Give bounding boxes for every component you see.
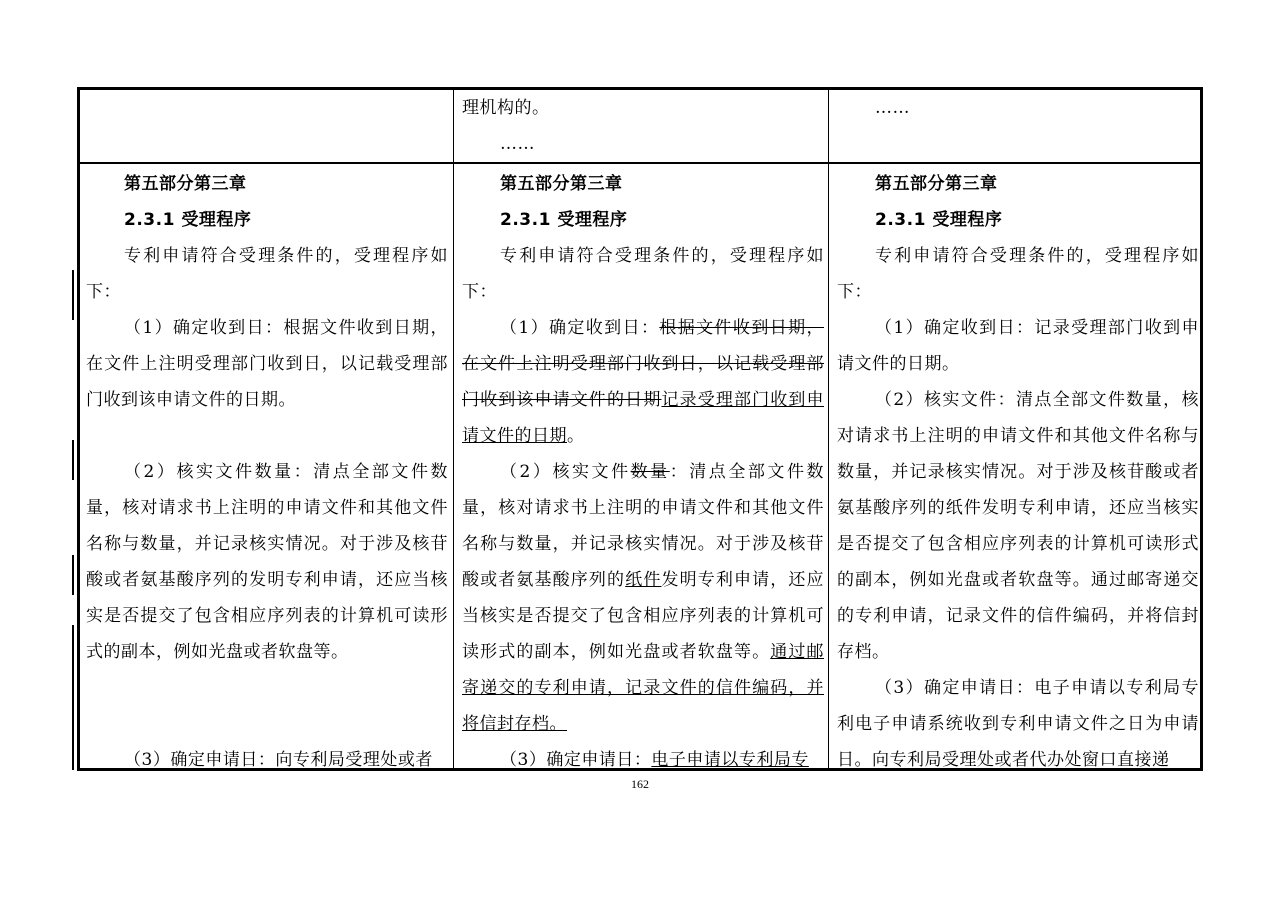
subsection-heading: 2.3.1 受理程序 bbox=[124, 210, 252, 230]
item-3-paragraph: （3）确定申请日：电子申请以专利局专利电子申请系统收到专利申请文件之日为申请日。向专利局受理处或者代办处窗口直接递 bbox=[837, 678, 1199, 768]
subsection-heading: 2.3.1 受理程序 bbox=[875, 210, 1003, 230]
subsection-heading: 2.3.1 受理程序 bbox=[500, 210, 628, 230]
item-3-paragraph: （3）确定申请日：向专利局受理处或者 bbox=[124, 750, 433, 768]
revision-margin-mark bbox=[72, 440, 74, 480]
revised-text-cell bbox=[462, 166, 824, 768]
intro-paragraph: 专利申请符合受理条件的，受理程序如下： bbox=[462, 246, 824, 302]
revision-margin-mark bbox=[72, 555, 74, 595]
column-divider bbox=[828, 90, 829, 768]
inserted-text: 通过邮寄递交的专利申请，记录文件的信件编码，并将信封存档。 bbox=[462, 642, 824, 734]
item-text: 发明专利申请，还应当核实是否提交了包含相应序列表的计算机可读形式的副本，例如光盘或者软盘等。 bbox=[462, 570, 824, 662]
item-text: （3）确定申请日： bbox=[500, 750, 652, 768]
deleted-text: 根据文件收到日期，在文件上注明受理部门收到日，以记载受理部门收到该申请文件的日期 bbox=[462, 318, 824, 410]
item-1-paragraph bbox=[462, 310, 824, 454]
item-text: （1）确定收到日： bbox=[500, 318, 660, 338]
item-text: ：清点全部文件数量，核对请求书上注明的申请文件和其他文件名称与数量，并记录核实情况。对于涉及核苷酸或者氨基酸序列的 bbox=[462, 462, 824, 590]
item-3-paragraph bbox=[462, 742, 824, 768]
item-text: （2）核实文件 bbox=[500, 462, 631, 482]
comparison-table bbox=[77, 87, 1203, 771]
item-text: 。 bbox=[567, 426, 585, 446]
inserted-text: 纸件 bbox=[625, 570, 662, 590]
top-cell-revised bbox=[462, 90, 824, 162]
item-1-paragraph: （1）确定收到日：记录受理部门收到申请文件的日期。 bbox=[837, 318, 1199, 374]
original-text-cell bbox=[86, 166, 448, 768]
item-2-paragraph: （2）核实文件：清点全部文件数量，核对请求书上注明的申请文件和其他文件名称与数量，并记录核实情况。对于涉及核苷酸或者氨基酸序列的纸件发明专利申请，还应当核实是否提交了包含相应序列表的计算机可读形式的副本，例如光盘或者软盘等。通过邮寄递交的专利申请，记录文件的信件编码，并将信封存档。 bbox=[837, 390, 1199, 662]
top-cell-final bbox=[837, 90, 1199, 162]
item-2-paragraph bbox=[462, 454, 824, 742]
intro-paragraph: 专利申请符合受理条件的，受理程序如下： bbox=[86, 246, 448, 302]
deleted-text: 数量 bbox=[630, 462, 670, 482]
revision-margin-mark bbox=[72, 625, 74, 770]
section-heading: 第五部分第三章 bbox=[875, 174, 998, 194]
continued-text: 理机构的。 bbox=[462, 98, 550, 118]
page-number: 162 bbox=[631, 777, 649, 791]
revision-margin-mark bbox=[72, 270, 74, 320]
inserted-text: 记录受理部门收到申请文件的日期 bbox=[462, 390, 824, 446]
ellipsis: …… bbox=[875, 98, 910, 118]
item-1-paragraph: （1）确定收到日：根据文件收到日期，在文件上注明受理部门收到日，以记载受理部门收到该申请文件的日期。 bbox=[86, 318, 448, 410]
section-heading: 第五部分第三章 bbox=[500, 174, 623, 194]
final-text-cell bbox=[837, 166, 1199, 768]
item-2-paragraph: （2）核实文件数量：清点全部文件数量，核对请求书上注明的申请文件和其他文件名称与数量，并记录核实情况。对于涉及核苷酸或者氨基酸序列的发明专利申请，还应当核实是否提交了包含相应序列表的计算机可读形式的副本，例如光盘或者软盘等。 bbox=[86, 462, 448, 662]
inserted-text: 电子申请以专利局专 bbox=[651, 750, 809, 768]
section-heading: 第五部分第三章 bbox=[124, 174, 247, 194]
ellipsis: …… bbox=[500, 134, 535, 154]
intro-paragraph: 专利申请符合受理条件的，受理程序如下： bbox=[837, 246, 1199, 302]
column-divider bbox=[453, 90, 454, 768]
